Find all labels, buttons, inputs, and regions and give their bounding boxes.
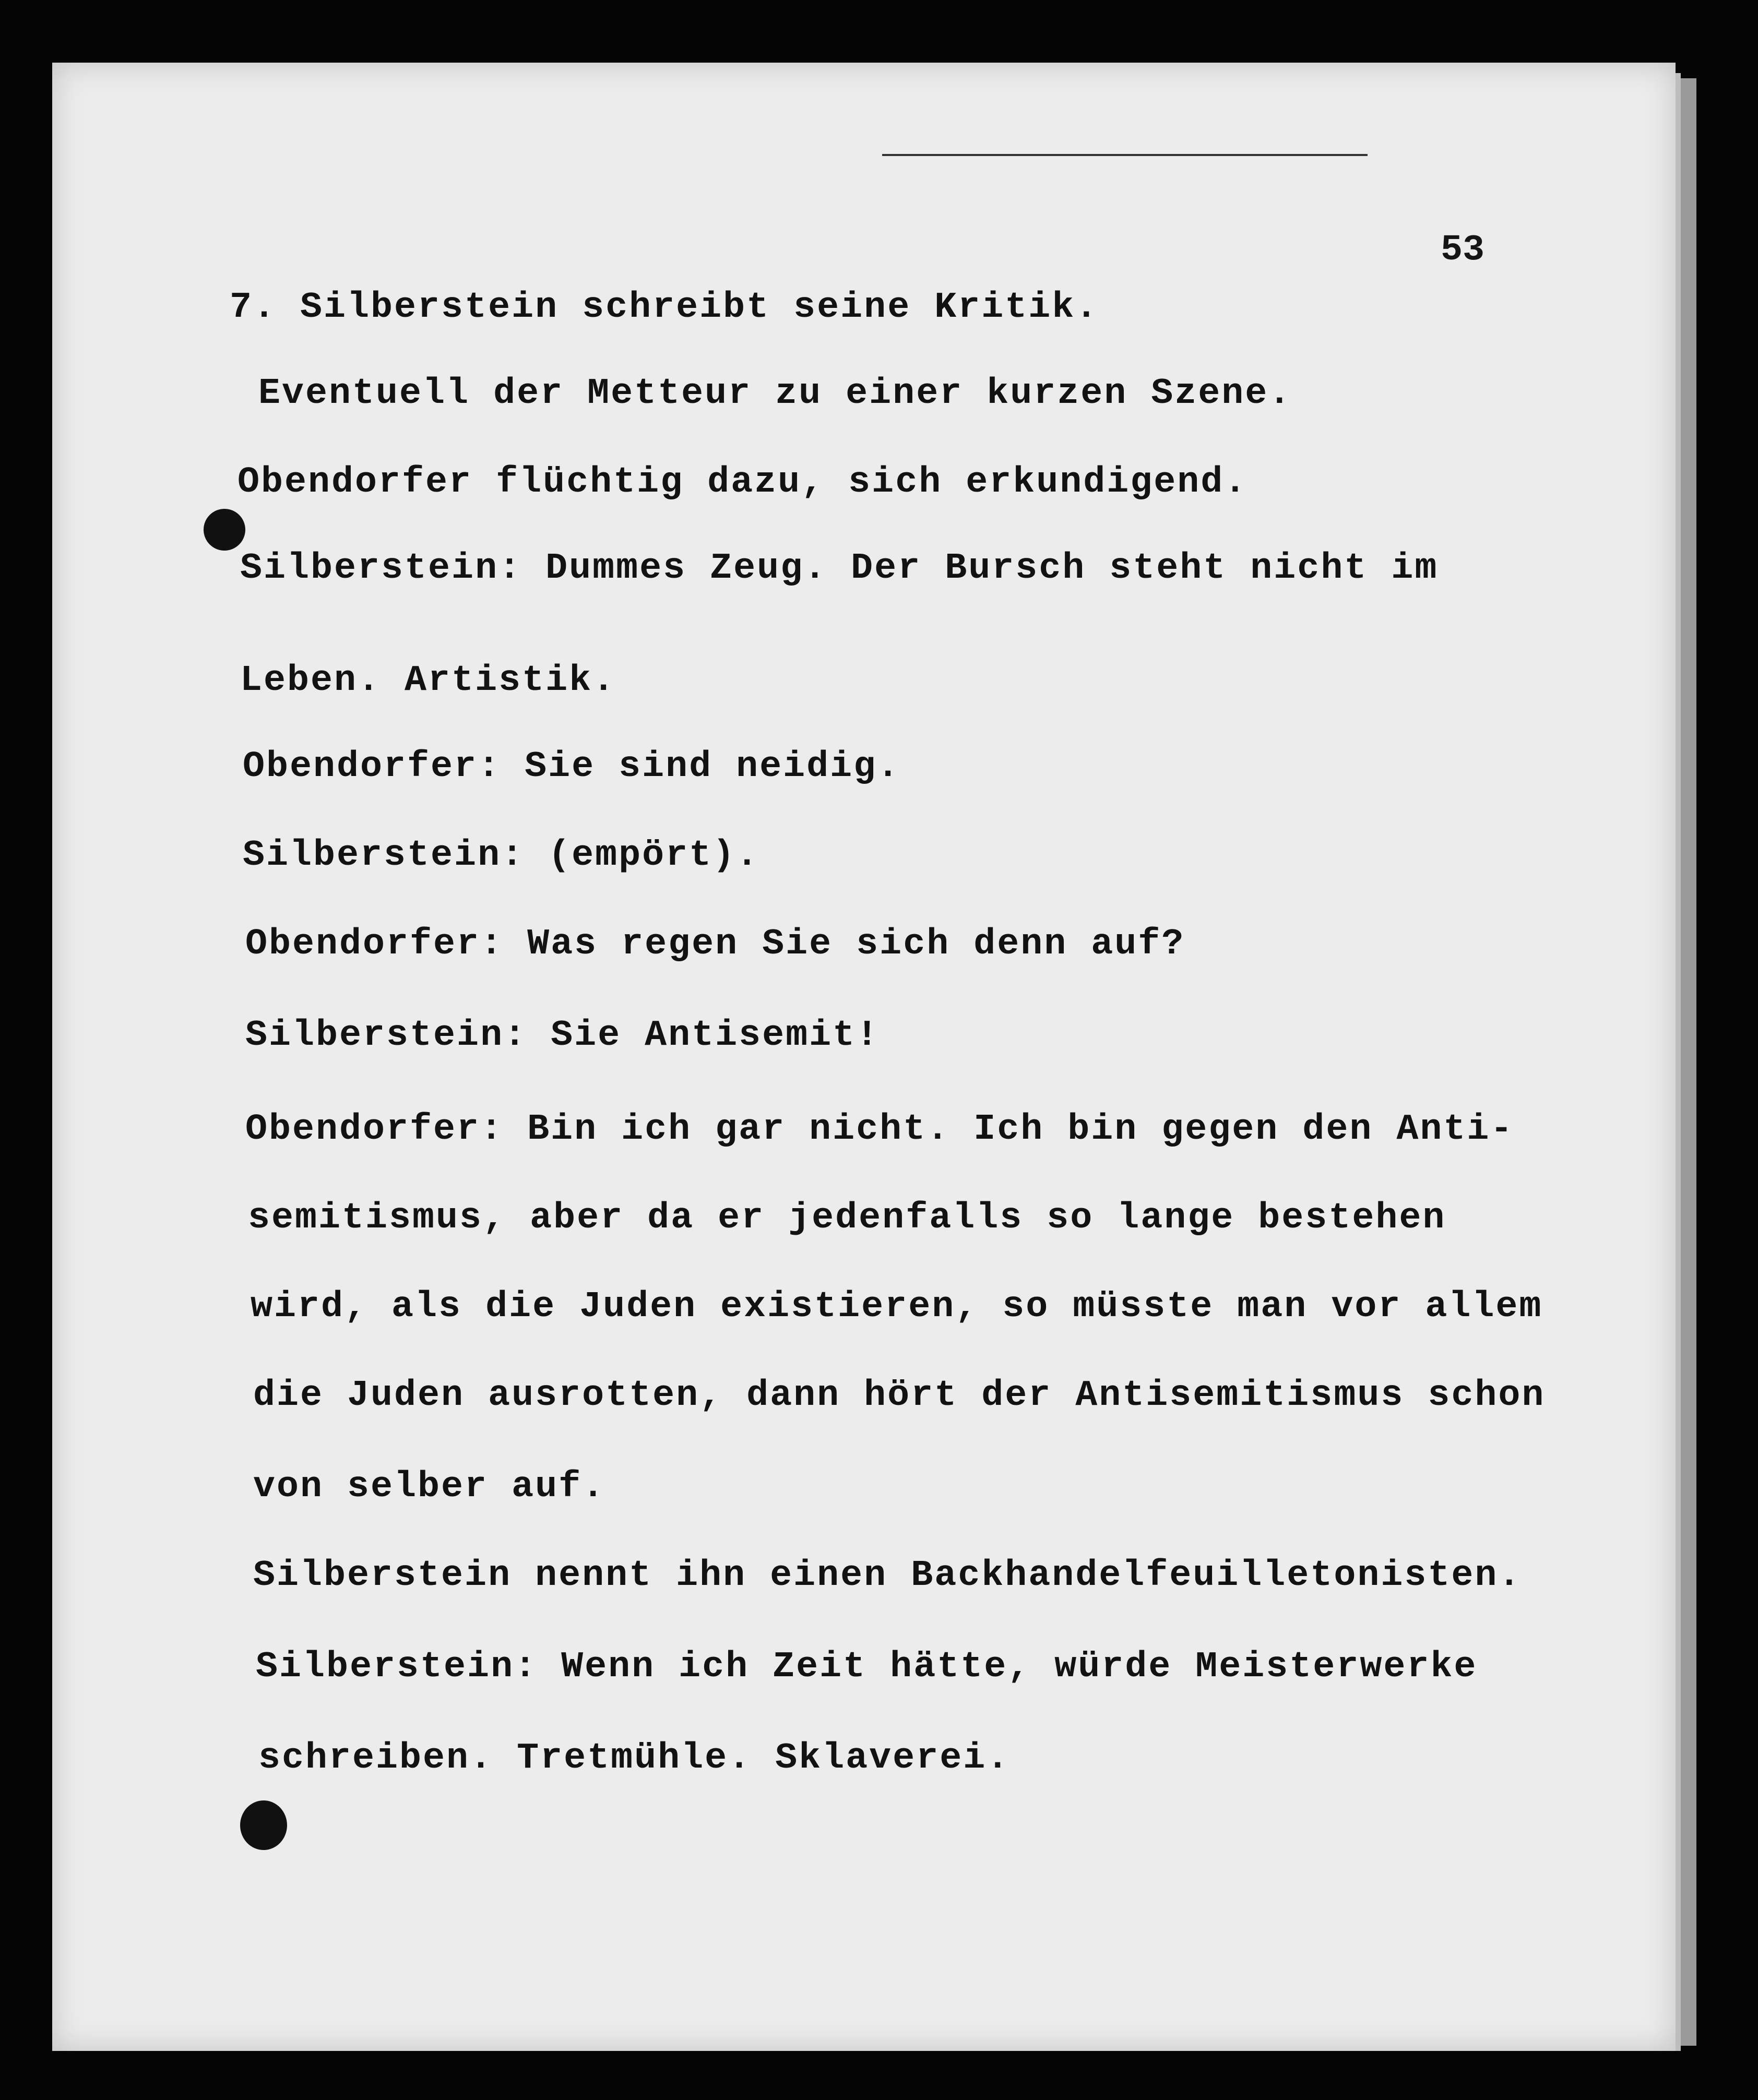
text-line: Silberstein nennt ihn einen Backhandelfeuilletonisten. [253, 1555, 1522, 1596]
text-line: von selber auf. [253, 1466, 606, 1508]
typewritten-sheet [52, 63, 1676, 2051]
top-edge-mark [882, 154, 1368, 156]
text-line: semitismus, aber da er jedenfalls so lange bestehen [248, 1198, 1446, 1239]
punch-hole [240, 1800, 287, 1850]
text-line: Obendorfer: Bin ich gar nicht. Ich bin gegen den Anti- [245, 1109, 1514, 1150]
text-line: wird, als die Juden existieren, so müsste man vor allem [251, 1286, 1543, 1328]
text-line: Silberstein: Wenn ich Zeit hätte, würde Meisterwerke [256, 1646, 1478, 1688]
text-line: Silberstein: Sie Antisemit! [245, 1015, 880, 1056]
text-line: Obendorfer flüchtig dazu, sich erkundigend. [237, 462, 1248, 503]
text-line: Obendorfer: Sie sind neidig. [243, 746, 901, 787]
punch-hole [204, 509, 245, 551]
page-number: 53 [1441, 230, 1485, 271]
text-line: Silberstein: (empört). [243, 835, 760, 876]
text-line: Silberstein: Dummes Zeug. Der Bursch steht nicht im [240, 548, 1439, 589]
text-line: schreiben. Tretmühle. Sklaverei. [258, 1738, 1011, 1779]
text-line: Leben. Artistik. [240, 660, 616, 701]
text-line: die Juden ausrotten, dann hört der Antisemitismus schon [253, 1375, 1546, 1416]
text-line: Eventuell der Metteur zu einer kurzen Szene. [258, 373, 1292, 414]
text-line: 7. Silberstein schreibt seine Kritik. [230, 287, 1099, 328]
text-line: Obendorfer: Was regen Sie sich denn auf? [245, 924, 1185, 965]
